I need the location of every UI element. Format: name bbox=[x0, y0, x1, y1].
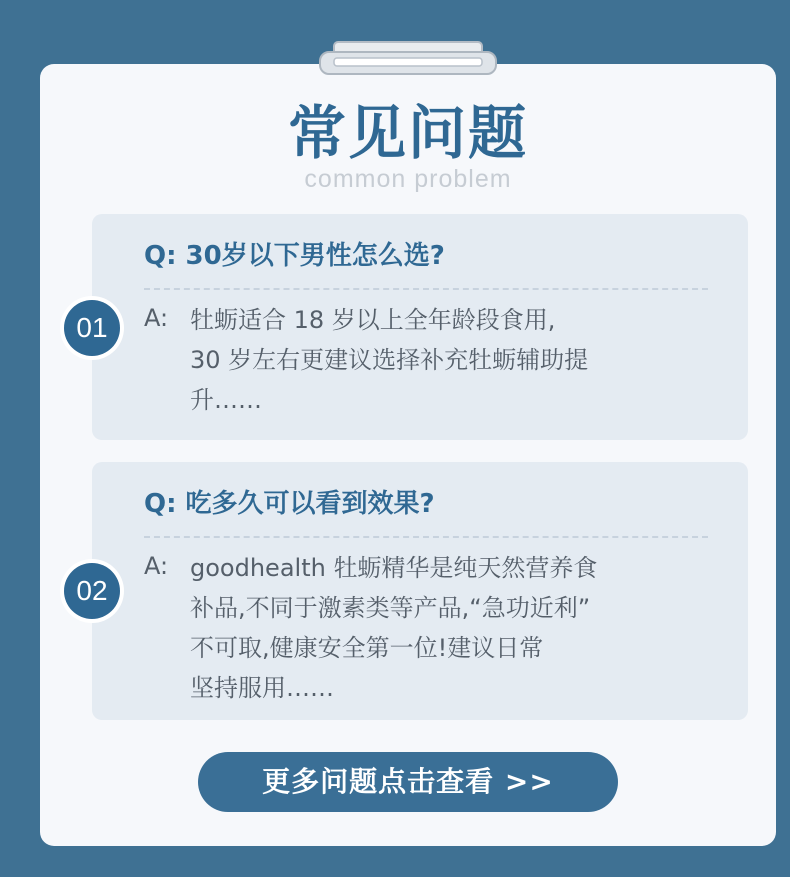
faq-item bbox=[92, 214, 748, 440]
answer-line: 补品,不同于激素类等产品,“急功近利” bbox=[190, 594, 591, 622]
faq-number-badge: 01 bbox=[64, 300, 120, 356]
faq-question: Q: 吃多久可以看到效果? bbox=[144, 489, 435, 519]
answer-line: 升…… bbox=[190, 386, 262, 414]
faq-number-badge: 02 bbox=[64, 563, 120, 619]
answer-line: 牡蛎适合 18 岁以上全年龄段食用, bbox=[190, 306, 556, 334]
faq-answer bbox=[190, 300, 700, 420]
answer-line: 不可取,健康安全第一位!建议日常 bbox=[190, 634, 544, 662]
page-subtitle: common problem bbox=[304, 165, 512, 193]
faq-answer bbox=[190, 548, 700, 708]
answer-line: goodhealth 牡蛎精华是纯天然营养食 bbox=[190, 554, 598, 582]
more-questions-button[interactable]: 更多问题点击查看 >> bbox=[198, 752, 618, 812]
clipboard-clip-icon bbox=[318, 40, 498, 80]
faq-item bbox=[92, 462, 748, 720]
divider bbox=[144, 288, 708, 290]
answer-line: 坚持服用…… bbox=[190, 674, 334, 702]
answer-line: 30 岁左右更建议选择补充牡蛎辅助提 bbox=[190, 346, 589, 374]
answer-prefix: A: bbox=[144, 304, 169, 332]
faq-question: Q: 30岁以下男性怎么选? bbox=[144, 241, 445, 271]
page-title: 常见问题 bbox=[287, 99, 528, 167]
answer-prefix: A: bbox=[144, 552, 169, 580]
divider bbox=[144, 536, 708, 538]
